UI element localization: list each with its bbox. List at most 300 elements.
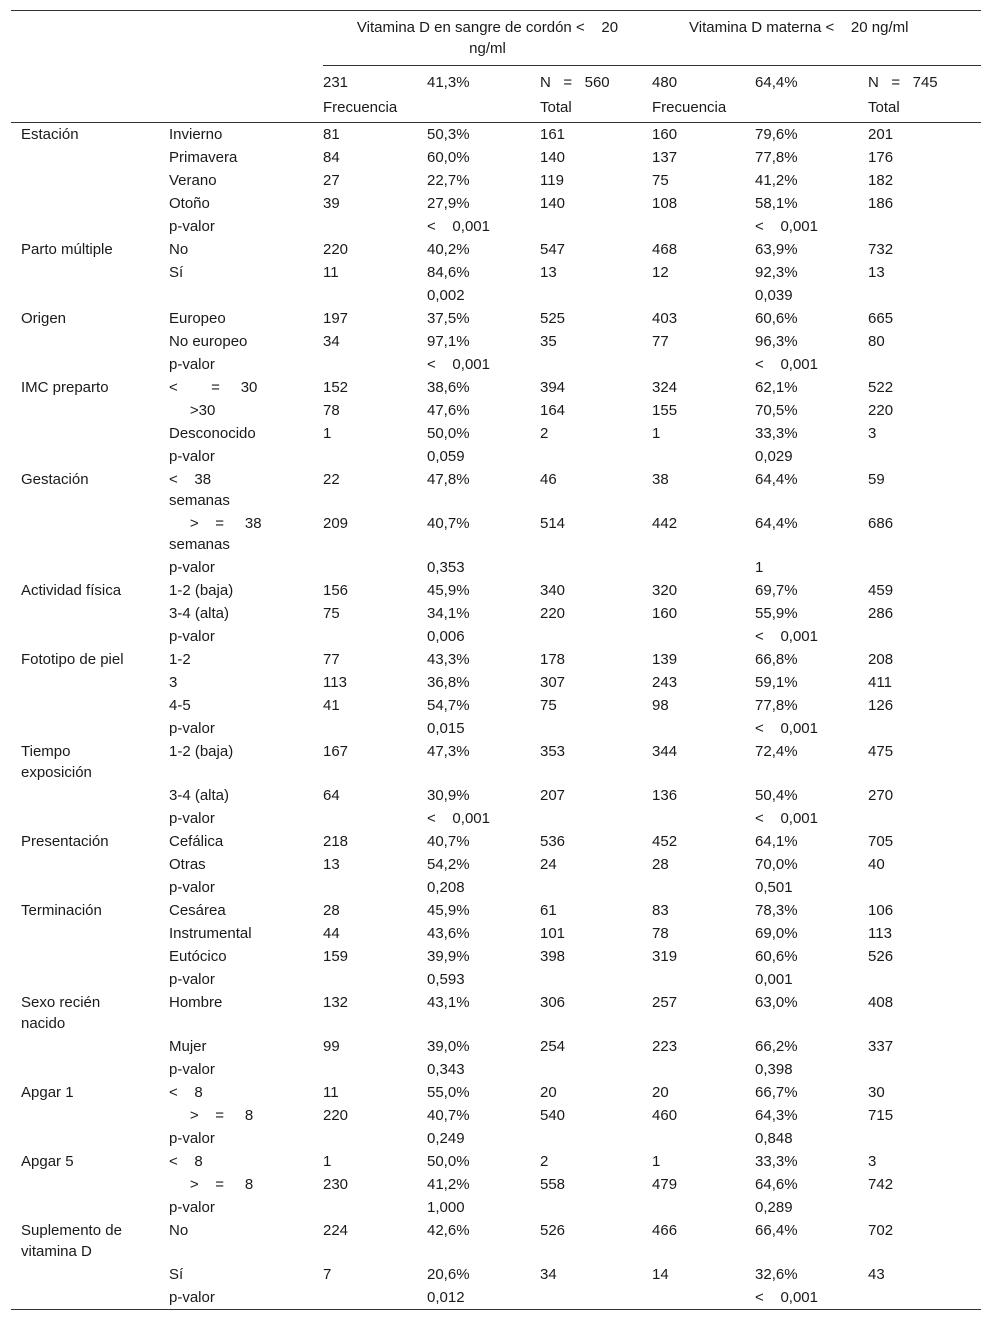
cord-frequency-cell	[323, 1058, 427, 1081]
maternal-frequency-cell: 468	[652, 241, 678, 258]
cord-frequency-cell	[323, 625, 427, 648]
maternal-frequency-cell: 479	[652, 1176, 678, 1193]
maternal-percent-cell: 66,8%	[755, 651, 798, 668]
cord-total-n: N = 560	[540, 66, 652, 94]
maternal-frequency-cell: 75	[652, 172, 669, 189]
table-row	[11, 330, 981, 353]
maternal-frequency-cell: 28	[652, 856, 669, 873]
maternal-frequency-cell: 155	[652, 402, 678, 419]
cord-total-cell	[540, 717, 652, 740]
cord-percent-cell: 54,7%	[427, 697, 470, 714]
cord-frequency-cell: 39	[323, 195, 340, 212]
maternal-total-cell	[868, 215, 981, 238]
maternal-pct: 64,4%	[755, 66, 868, 94]
maternal-percent-cell: 0,289	[755, 1199, 793, 1216]
category-cell: p-valor	[169, 720, 215, 737]
cord-percent-cell: 22,7%	[427, 172, 470, 189]
maternal-frequency-cell: 324	[652, 379, 678, 396]
variable-cell: Parto múltiple	[21, 241, 113, 258]
maternal-total-cell: 220	[868, 402, 894, 419]
maternal-percent-cell: 77,8%	[755, 149, 798, 166]
table-row	[11, 1127, 981, 1150]
cord-percent-cell: 0,002	[427, 287, 465, 304]
maternal-frequency-cell	[652, 876, 755, 899]
cord-percent-cell: 45,9%	[427, 902, 470, 919]
maternal-frequency-cell: 38	[652, 471, 669, 488]
variable-cell: Terminación	[21, 902, 102, 919]
table-row	[11, 422, 981, 445]
cord-frequency-cell: 75	[323, 605, 340, 622]
maternal-total-cell: 30	[868, 1084, 885, 1101]
cord-percent-cell: 43,6%	[427, 925, 470, 942]
maternal-percent-cell: 1	[755, 559, 764, 576]
cord-percent-cell: 45,9%	[427, 582, 470, 599]
table-row	[11, 899, 981, 922]
cord-title: Vitamina D en sangre de cordón <	[356, 19, 585, 36]
maternal-total-cell: 13	[868, 264, 885, 281]
cord-total-cell	[540, 807, 652, 830]
variable-cell	[11, 784, 169, 807]
cord-percent-cell: 50,0%	[427, 425, 470, 442]
table-row	[11, 717, 981, 740]
category-cell: Sí	[169, 1266, 184, 1283]
cord-total-cell: 140	[540, 195, 566, 212]
category-cell: Sí	[169, 264, 184, 281]
category-cell: 4-5	[169, 697, 191, 714]
maternal-frequency-cell	[652, 1286, 755, 1310]
maternal-percent-cell: 0,029	[755, 448, 793, 465]
variable-cell: Gestación	[21, 471, 89, 488]
cord-percent-cell: 40,7%	[427, 833, 470, 850]
maternal-frequency-cell: 83	[652, 902, 669, 919]
cord-frequency-cell: 11	[323, 264, 339, 281]
maternal-total-cell	[868, 556, 981, 579]
cord-frequency-cell: 28	[323, 902, 340, 919]
cord-frequency-cell: 84	[323, 149, 340, 166]
category-cell: Cesárea	[169, 902, 226, 919]
table-row	[11, 1104, 981, 1127]
variable-cell	[11, 512, 169, 556]
category-cell: No	[169, 1222, 189, 1239]
results-table-container	[11, 10, 981, 1310]
table-row	[11, 445, 981, 468]
cord-total-cell: 526	[540, 1222, 566, 1239]
cord-frequency-cell: 209	[323, 515, 349, 532]
variable-cell	[11, 399, 169, 422]
maternal-total-cell: 113	[868, 925, 892, 942]
cord-frequency-cell	[323, 807, 427, 830]
variable-cell	[11, 284, 169, 307]
category-cell: >30	[169, 402, 216, 419]
maternal-total-cell: 665	[868, 310, 894, 327]
table-row	[11, 1196, 981, 1219]
table-row	[11, 1219, 981, 1263]
cord-total-cell: 398	[540, 948, 566, 965]
maternal-frequency-cell: 1	[652, 1153, 661, 1170]
variable-cell	[11, 215, 169, 238]
cord-total-cell: 34	[540, 1266, 557, 1283]
category-cell: 3	[169, 674, 178, 691]
cord-percent-cell: 97,1%	[427, 333, 470, 350]
table-row	[11, 1150, 981, 1173]
maternal-percent-cell: < 0,001	[755, 356, 818, 373]
table-row	[11, 671, 981, 694]
cord-percent-cell: < 0,001	[427, 810, 490, 827]
maternal-percent-cell: 0,848	[755, 1130, 793, 1147]
cord-total-cell: 220	[540, 605, 566, 622]
table-row	[11, 1286, 981, 1310]
variable-cell	[11, 1286, 169, 1310]
category-cell: p-valor	[169, 1061, 215, 1078]
maternal-frequency-cell	[652, 717, 755, 740]
maternal-total-cell	[868, 1127, 981, 1150]
cord-percent-cell: 0,208	[427, 879, 465, 896]
maternal-percent-cell: 96,3%	[755, 333, 798, 350]
maternal-total-cell: 337	[868, 1038, 894, 1055]
maternal-percent-cell: 62,1%	[755, 379, 798, 396]
table-row	[11, 830, 981, 853]
maternal-frequency-cell: 108	[652, 195, 678, 212]
cord-total-cell	[540, 1058, 652, 1081]
maternal-total-cell: 286	[868, 605, 894, 622]
cord-percent-cell: 60,0%	[427, 149, 470, 166]
maternal-frequency-cell: 137	[652, 149, 678, 166]
maternal-frequency-cell: 20	[652, 1084, 669, 1101]
cord-threshold: 20	[601, 19, 619, 36]
maternal-percent-cell: 0,501	[755, 879, 793, 896]
cord-percent-cell: 84,6%	[427, 264, 470, 281]
cord-total-cell: 61	[540, 902, 557, 919]
cord-total-cell	[540, 1286, 652, 1310]
maternal-frequency-cell: 12	[652, 264, 669, 281]
cord-frequency-cell: 78	[323, 402, 340, 419]
maternal-total-cell: 702	[868, 1222, 894, 1239]
cord-frequency-cell	[323, 215, 427, 238]
cord-percent-cell: 40,2%	[427, 241, 470, 258]
cord-percent-cell: 43,3%	[427, 651, 470, 668]
maternal-frequency-cell	[652, 556, 755, 579]
cord-percent-cell: 41,2%	[427, 1176, 470, 1193]
maternal-percent-cell: 64,4%	[755, 515, 798, 532]
variable-cell: Presentación	[21, 833, 109, 850]
maternal-percent-cell: 69,0%	[755, 925, 798, 942]
maternal-total-cell: 3	[868, 425, 877, 442]
category-cell: > = 38 semanas	[169, 515, 262, 553]
cord-frequency-cell: 113	[323, 674, 347, 691]
table-row	[11, 261, 981, 284]
table-row	[11, 238, 981, 261]
category-cell: p-valor	[169, 559, 215, 576]
maternal-percent-cell: 66,4%	[755, 1222, 798, 1239]
maternal-percent-cell: 0,398	[755, 1061, 793, 1078]
category-cell: 1-2 (baja)	[169, 743, 234, 760]
variable-cell	[11, 1127, 169, 1150]
maternal-frequency-cell: 403	[652, 310, 678, 327]
cord-total-cell: 540	[540, 1107, 566, 1124]
cord-percent-cell: 34,1%	[427, 605, 470, 622]
variable-cell	[11, 146, 169, 169]
category-cell: Mujer	[169, 1038, 207, 1055]
maternal-percent-cell: 0,001	[755, 971, 793, 988]
maternal-frequency-cell: 160	[652, 126, 678, 143]
maternal-percent-cell: 72,4%	[755, 743, 798, 760]
maternal-frequency-cell	[652, 284, 755, 307]
cord-percent-cell: 0,059	[427, 448, 465, 465]
maternal-total-cell: 408	[868, 994, 894, 1011]
cord-frequency-cell: 224	[323, 1222, 349, 1239]
category-cell: Primavera	[169, 149, 238, 166]
maternal-total-cell: 201	[868, 126, 894, 143]
variable-cell	[11, 694, 169, 717]
maternal-percent-cell: 41,2%	[755, 172, 798, 189]
category-cell	[169, 284, 323, 307]
maternal-percent-cell: 79,6%	[755, 126, 798, 143]
cord-percent-cell: 0,249	[427, 1130, 465, 1147]
cord-frequency-cell	[323, 284, 427, 307]
variable-cell: IMC preparto	[21, 379, 109, 396]
maternal-percent-cell: 0,039	[755, 287, 793, 304]
table-row	[11, 512, 981, 556]
maternal-frequency-cell: 77	[652, 333, 669, 350]
maternal-frequency-cell: 442	[652, 515, 678, 532]
maternal-total-cell: 715	[868, 1107, 894, 1124]
maternal-percent-cell: 78,3%	[755, 902, 798, 919]
variable-cell: Fototipo de piel	[21, 651, 124, 668]
maternal-percent-cell: 66,7%	[755, 1084, 798, 1101]
cord-total-cell	[540, 876, 652, 899]
maternal-total-cell: 186	[868, 195, 894, 212]
category-cell: Verano	[169, 172, 217, 189]
variable-cell	[11, 968, 169, 991]
cord-percent-cell: 47,6%	[427, 402, 470, 419]
cord-freq-label: Frecuencia	[323, 93, 540, 123]
cord-frequency-cell: 167	[323, 743, 349, 760]
cord-group-header	[323, 11, 652, 66]
category-cell: Otoño	[169, 195, 210, 212]
cord-frequency-cell: 132	[323, 994, 349, 1011]
cord-frequency-cell	[323, 1286, 427, 1310]
cord-total-cell: 536	[540, 833, 566, 850]
cord-total-cell: 75	[540, 697, 557, 714]
variable-cell: Tiempo exposición	[21, 743, 92, 781]
table-row	[11, 284, 981, 307]
maternal-frequency-cell	[652, 445, 755, 468]
table-row	[11, 556, 981, 579]
maternal-total-cell	[868, 968, 981, 991]
maternal-frequency-cell: 460	[652, 1107, 678, 1124]
maternal-total-cell: 705	[868, 833, 894, 850]
table-row	[11, 399, 981, 422]
cord-percent-cell: 27,9%	[427, 195, 470, 212]
variable-cell	[11, 853, 169, 876]
maternal-freq-label: Frecuencia	[652, 93, 868, 123]
cord-frequency-cell: 22	[323, 471, 340, 488]
category-cell: Europeo	[169, 310, 226, 327]
cord-percent-cell: 1,000	[427, 1199, 465, 1216]
table-row	[11, 784, 981, 807]
category-cell: p-valor	[169, 879, 215, 896]
cord-total-cell: 20	[540, 1084, 557, 1101]
cord-percent-cell: < 0,001	[427, 218, 490, 235]
variable-cell	[11, 353, 169, 376]
category-cell: Eutócico	[169, 948, 227, 965]
cord-percent-cell: 37,5%	[427, 310, 470, 327]
cord-total-cell: 161	[540, 126, 566, 143]
maternal-percent-cell: 33,3%	[755, 1153, 798, 1170]
maternal-percent-cell: 64,1%	[755, 833, 798, 850]
maternal-frequency-cell: 257	[652, 994, 678, 1011]
table-row	[11, 1263, 981, 1286]
maternal-percent-cell: 70,5%	[755, 402, 798, 419]
variable-cell	[11, 807, 169, 830]
maternal-total-cell: 270	[868, 787, 894, 804]
cord-total-cell: 525	[540, 310, 566, 327]
variable-cell	[11, 556, 169, 579]
cord-percent-cell: 50,3%	[427, 126, 470, 143]
variable-cell	[11, 625, 169, 648]
cord-frequency-cell	[323, 353, 427, 376]
cord-frequency-cell: 41	[323, 697, 340, 714]
maternal-percent-cell: 33,3%	[755, 425, 798, 442]
variable-cell: Suplemento de vitamina D	[21, 1222, 122, 1260]
cord-total-cell: 35	[540, 333, 557, 350]
table-row	[11, 740, 981, 784]
cord-frequency-cell: 156	[323, 582, 349, 599]
cord-percent-cell: 30,9%	[427, 787, 470, 804]
variable-cell	[11, 876, 169, 899]
maternal-total-cell: 459	[868, 582, 894, 599]
cord-unit: ng/ml	[469, 40, 506, 57]
maternal-total-cell: 59	[868, 471, 885, 488]
variable-cell: Sexo recién nacido	[21, 994, 101, 1032]
maternal-total-cell: 106	[868, 902, 894, 919]
table-row	[11, 945, 981, 968]
maternal-total-label: Total	[868, 93, 981, 123]
header-label-row	[11, 93, 981, 123]
maternal-percent-cell: 60,6%	[755, 310, 798, 327]
cord-pct: 41,3%	[427, 66, 540, 94]
maternal-total-cell	[868, 807, 981, 830]
cord-total-cell: 306	[540, 994, 566, 1011]
cord-frequency-cell: 11	[323, 1084, 339, 1101]
cord-frequency-cell: 64	[323, 787, 340, 804]
table-row	[11, 694, 981, 717]
cord-percent-cell: 40,7%	[427, 1107, 470, 1124]
maternal-frequency-cell: 319	[652, 948, 678, 965]
cord-total-cell: 547	[540, 241, 566, 258]
variable-cell	[11, 192, 169, 215]
maternal-total-cell: 526	[868, 948, 894, 965]
variable-cell	[11, 602, 169, 625]
maternal-percent-cell: 69,7%	[755, 582, 798, 599]
variable-cell	[11, 330, 169, 353]
maternal-frequency-cell	[652, 1196, 755, 1219]
variable-cell: Apgar 5	[21, 1153, 74, 1170]
cord-frequency-cell	[323, 876, 427, 899]
cord-total-cell	[540, 625, 652, 648]
maternal-frequency-cell: 223	[652, 1038, 678, 1055]
maternal-n-deficient: 480	[652, 66, 755, 94]
maternal-total-cell: 522	[868, 379, 894, 396]
cord-total-cell: 2	[540, 425, 549, 442]
cord-frequency-cell: 220	[323, 1107, 349, 1124]
table-row	[11, 123, 981, 147]
category-cell: p-valor	[169, 1130, 215, 1147]
maternal-percent-cell: 58,1%	[755, 195, 798, 212]
maternal-percent-cell: 92,3%	[755, 264, 798, 281]
cord-total-cell: 140	[540, 149, 566, 166]
table-row	[11, 922, 981, 945]
table-row	[11, 1035, 981, 1058]
maternal-total-cell: 686	[868, 515, 894, 532]
maternal-total-cell: 182	[868, 172, 894, 189]
category-cell: Instrumental	[169, 925, 252, 942]
maternal-frequency-cell	[652, 1127, 755, 1150]
cord-total-cell: 340	[540, 582, 566, 599]
maternal-total-cell	[868, 876, 981, 899]
maternal-percent-cell: 64,3%	[755, 1107, 798, 1124]
category-cell: Desconocido	[169, 425, 256, 442]
maternal-frequency-cell: 78	[652, 925, 669, 942]
cord-total-cell: 254	[540, 1038, 566, 1055]
maternal-frequency-cell: 160	[652, 605, 678, 622]
maternal-frequency-cell	[652, 968, 755, 991]
table-row	[11, 602, 981, 625]
cord-frequency-cell	[323, 1196, 427, 1219]
maternal-frequency-cell: 452	[652, 833, 678, 850]
category-cell: Otras	[169, 856, 206, 873]
maternal-total-cell: 3	[868, 1153, 877, 1170]
maternal-percent-cell: < 0,001	[755, 720, 818, 737]
maternal-frequency-cell	[652, 215, 755, 238]
maternal-percent-cell: < 0,001	[755, 218, 818, 235]
maternal-percent-cell: 70,0%	[755, 856, 798, 873]
table-row	[11, 1173, 981, 1196]
cord-total-cell: 207	[540, 787, 566, 804]
cord-total-cell	[540, 445, 652, 468]
cord-total-cell	[540, 968, 652, 991]
variable-cell	[11, 1263, 169, 1286]
table-row	[11, 307, 981, 330]
variable-cell	[11, 1035, 169, 1058]
maternal-total-cell	[868, 353, 981, 376]
maternal-total-cell	[868, 445, 981, 468]
cord-total-cell: 394	[540, 379, 566, 396]
cord-total-cell: 24	[540, 856, 557, 873]
maternal-total-cell	[868, 284, 981, 307]
category-cell: p-valor	[169, 218, 215, 235]
cord-total-cell	[540, 1127, 652, 1150]
cord-percent-cell: 39,0%	[427, 1038, 470, 1055]
table-row	[11, 169, 981, 192]
maternal-total-cell	[868, 1058, 981, 1081]
category-cell: Hombre	[169, 994, 223, 1011]
cord-total-cell	[540, 284, 652, 307]
cord-frequency-cell: 152	[323, 379, 349, 396]
variable-cell	[11, 717, 169, 740]
variable-cell	[11, 169, 169, 192]
variable-cell	[11, 671, 169, 694]
category-cell: p-valor	[169, 971, 215, 988]
maternal-frequency-cell: 14	[652, 1266, 669, 1283]
vitamin-d-table	[11, 10, 981, 1310]
cord-frequency-cell: 230	[323, 1176, 349, 1193]
cord-total-cell: 558	[540, 1176, 566, 1193]
cord-frequency-cell	[323, 445, 427, 468]
maternal-percent-cell: 55,9%	[755, 605, 798, 622]
cord-frequency-cell: 1	[323, 425, 332, 442]
cord-frequency-cell	[323, 717, 427, 740]
